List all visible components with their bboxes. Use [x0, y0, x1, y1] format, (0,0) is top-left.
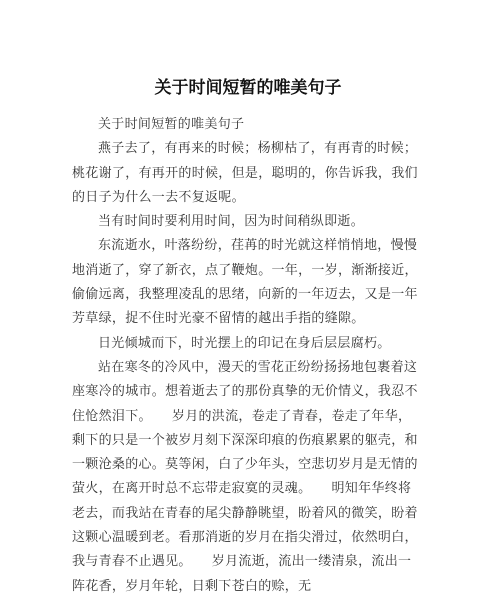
- paragraph-flowing-water: 东流逝水，叶落纷纷，荏苒的时光就这样悄悄地，慢慢地消逝了，穿了新衣，点了鞭炮。一年，一岁，渐渐接近，偷偷远离，我整理凌乱的思绪，向新的一年迈去，又是一年芳草绿，捉不住时光豪不留情的越出手指的缝隙。: [72, 238, 418, 327]
- paragraph-sunlight: 日光倾城而下，时光摆上的印记在身后层层腐朽。: [98, 335, 391, 351]
- paragraph-use-time: 当有时间时要利用时间，因为时间稍纵即逝。: [98, 214, 365, 230]
- paragraph-subtitle: 关于时间短暂的唯美句子: [98, 117, 245, 132]
- article-body: [72, 113, 424, 599]
- article-title: 关于时间短暂的唯美句子: [154, 78, 342, 98]
- paragraph-winter-wind: 站在寒冬的冷风中，漫天的雪花正纷纷扬扬地包裹着这座寒冷的城市。想着逝去了的那份真挚的无价情义，我忍不住怆然泪下。 岁月的洪流，卷走了青春，卷走了年华，剩下的只是一个被岁月刻下深深印痕的伤痕累累的躯壳，和一颗沧桑的心。莫等闲，白了少年头，空悲切岁月是无情的萤火，在离开时总不忘带走寂寞的灵魂。 明知年华终将老去，而我站在青春的尾尖静静眺望，盼着风的微笑，盼着这颗心温暖到老。看那消逝的岁月在指尖滑过，依然明白，我与青春不止遇见。 岁月流逝，流出一缕清泉，流出一阵花香，岁月年轮，日剩下苍白的赊，无: [72, 359, 418, 594]
- paragraph-swallows: 燕子去了，有再来的时候；杨柳枯了，有再青的时候；桃花谢了，有再开的时候，但是，聪明的，你告诉我，我们的日子为什么一去不复返呢。: [72, 141, 418, 205]
